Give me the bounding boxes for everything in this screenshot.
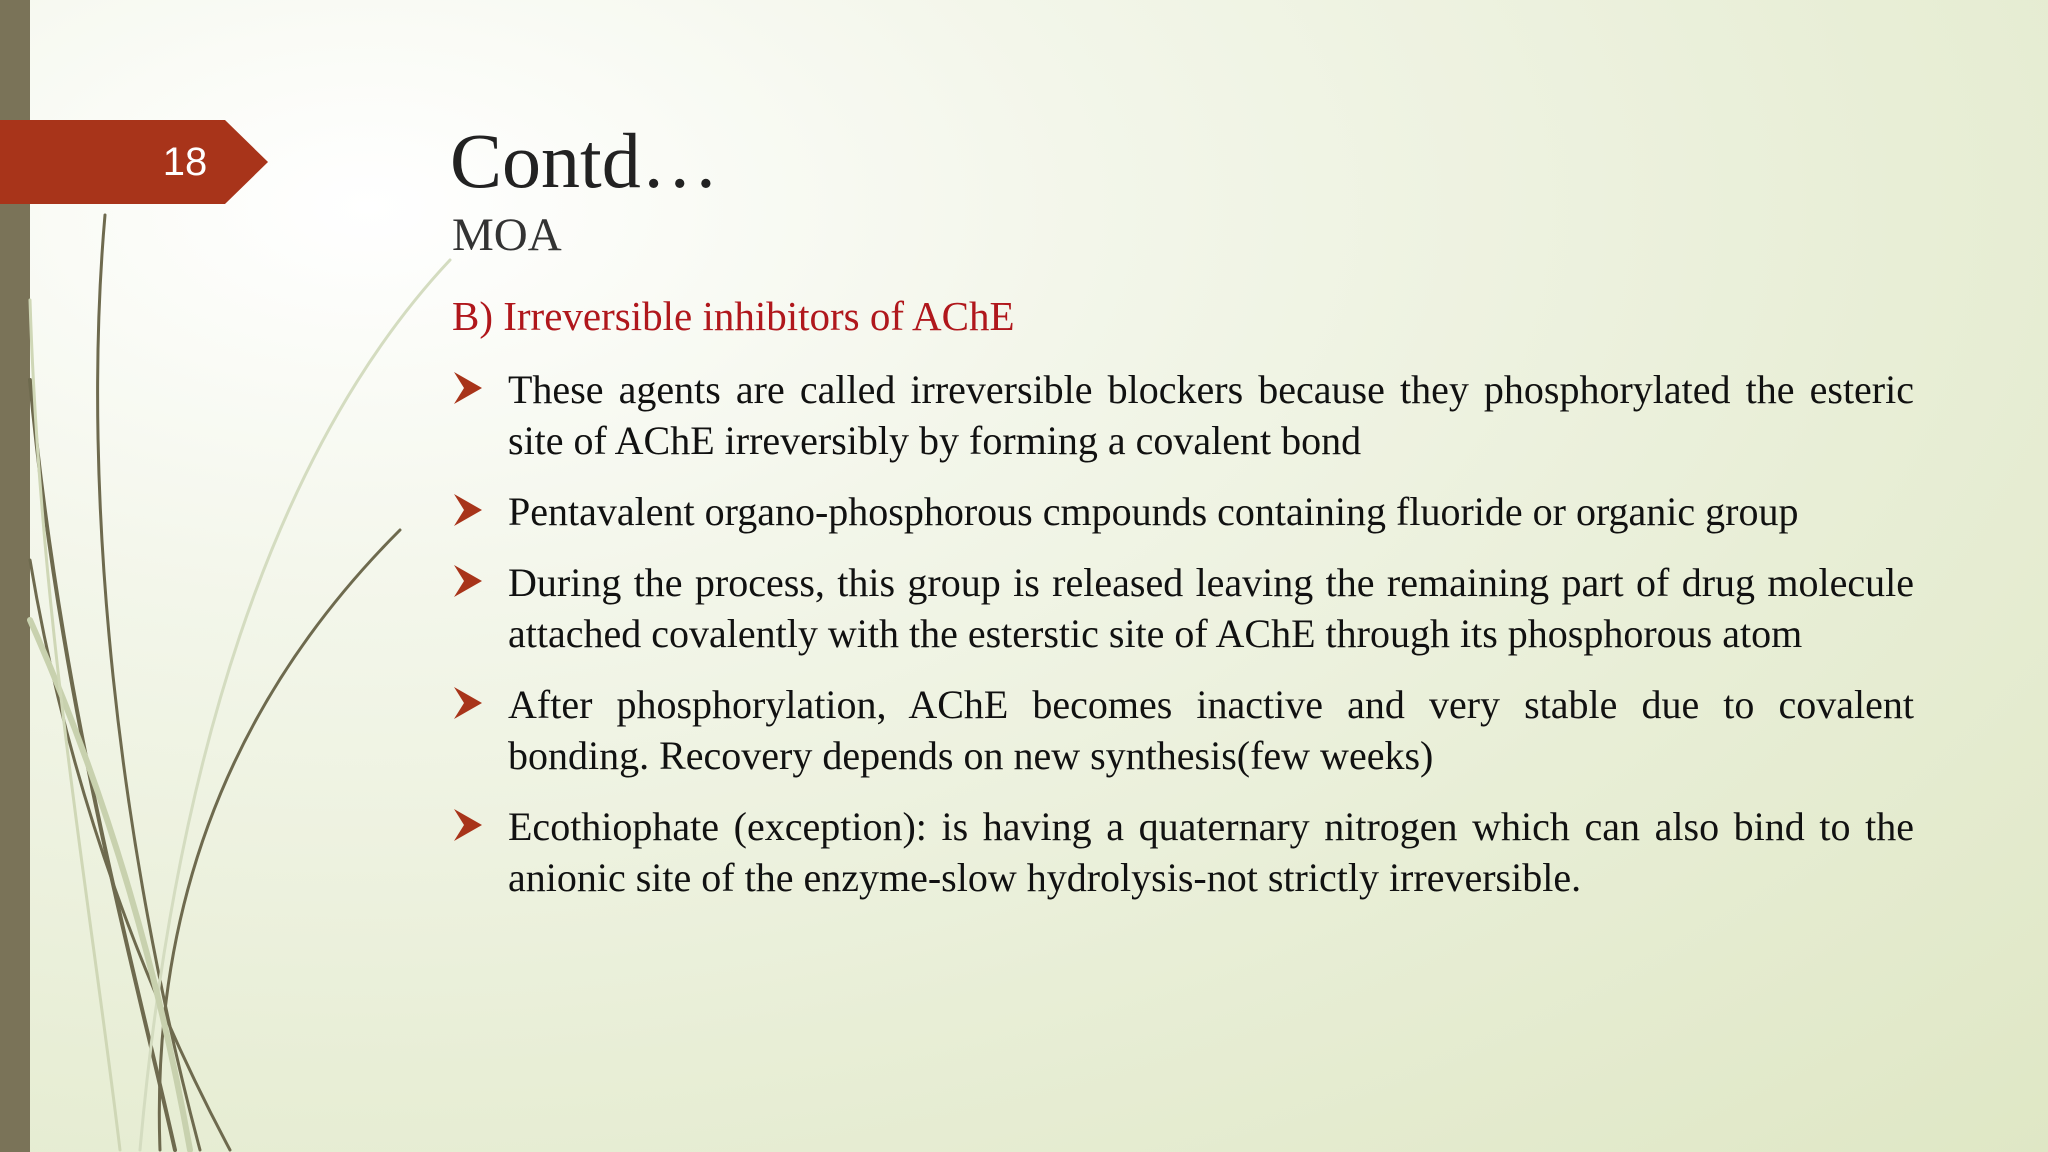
bullet-list [452,364,1914,923]
bullet-item [452,557,1914,659]
arrow-bullet-icon [452,563,484,599]
arrow-bullet-icon [452,685,484,721]
bullet-text: After phosphorylation, AChE becomes inactive and very stable due to covalent bonding. Recovery depends on new synthesis(few weeks) [508,682,1914,778]
bullet-item [452,679,1914,781]
bullet-text: During the process, this group is released leaving the remaining part of drug molecule attached covalently with the esterstic site of AChE through its phosphorous atom [508,560,1914,656]
slide-subtitle: MOA [452,209,562,261]
bullet-item [452,486,1914,537]
bullet-text: These agents are called irreversible blockers because they phosphorylated the esteric site of AChE irreversibly by forming a covalent bond [508,367,1914,463]
arrow-bullet-icon [452,492,484,528]
section-heading: B) Irreversible inhibitors of AChE [452,293,1015,339]
slide-title: Contd… [450,117,719,204]
bullet-item [452,364,1914,466]
slide-number: 18 [162,140,208,184]
arrow-bullet-icon [452,370,484,406]
bullet-text: Pentavalent organo-phosphorous cmpounds containing fluoride or organic group [508,489,1799,534]
arrow-bullet-icon [452,807,484,843]
bullet-item [452,801,1914,903]
bullet-text: Ecothiophate (exception): is having a quaternary nitrogen which can also bind to the anionic site of the enzyme-slow hydrolysis-not strictly irreversible. [508,804,1914,900]
